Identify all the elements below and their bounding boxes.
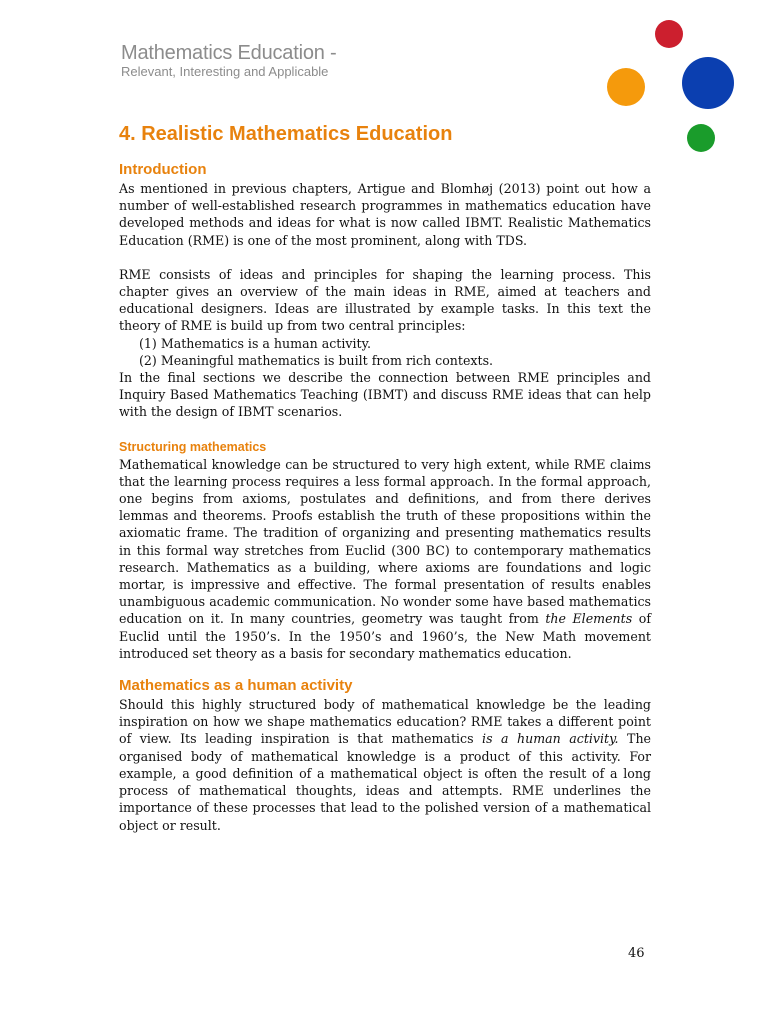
principle-list-item: (2) Meaningful mathematics is built from rich contexts. xyxy=(139,352,494,368)
human-activity-italic: is a human activity. xyxy=(482,731,619,747)
decorative-green-circle xyxy=(687,124,715,152)
structuring-italic: the Elements xyxy=(545,611,633,627)
header-title: Mathematics Education - xyxy=(121,42,337,64)
intro-paragraph-1: As mentioned in previous chapters, Artigue and Blomhøj (2013) point out how a number of well-established research programmes in mathematics education have developed methods and ideas for what is now called IBMT. Realistic Mathematics Education (RME) is one of the most prominent, along with TDS. xyxy=(119,181,651,248)
structuring-text-2: of Euclid until the 1950’s. In the 1950’s and 1960’s, the New Math movement introduced set theory as a basis for secondary mathematics education. xyxy=(119,611,651,661)
page-number: 46 xyxy=(628,946,645,961)
human-activity-text-2: The organised body of mathematical knowledge is a product of this activity. For example, a good definition of a mathematical object is often the result of a long process of mathematical thoughts, ideas and attempts. RME underlines the importance of these processes that lead to the polished version of a mathematical object or result. xyxy=(119,731,652,833)
decorative-orange-circle xyxy=(607,68,645,106)
chapter-title: 4. Realistic Mathematics Education xyxy=(119,123,453,145)
section-heading-structuring: Structuring mathematics xyxy=(119,439,267,454)
decorative-blue-circle xyxy=(682,57,734,109)
structuring-text-1: Mathematical knowledge can be structured to very high extent, while RME claims that the learning process requires a less formal approach. In the formal approach, one begins from axioms, postulates and definitions, and from there derives lemmas and theorems. Proofs establish the truth of these propositions within the axiomatic frame. The tradition of organizing and presenting mathematics results in this formal way stretches from Euclid (300 BC) to contemporary mathematics research. Mathematics as a building, where axioms are foundations and logic mortar, is impressive and effective. The formal presentation of results enables unambiguous academic communication. No wonder some have based mathematics education on it. In many countries, geometry was taught from xyxy=(119,456,651,627)
decorative-red-circle xyxy=(655,20,683,48)
human-activity-paragraph xyxy=(119,696,651,834)
section-heading-human-activity: Mathematics as a human activity xyxy=(119,677,353,695)
structuring-paragraph xyxy=(119,456,651,662)
human-activity-text-1: Should this highly structured body of mathematical knowledge be the leading inspiration on how we shape mathematics education? RME takes a different point of view. Its leading inspiration is that mathematics xyxy=(119,697,651,747)
section-heading-introduction: Introduction xyxy=(119,161,207,178)
header-subtitle: Relevant, Interesting and Applicable xyxy=(121,64,329,79)
intro-paragraph-3: In the final sections we describe the connection between RME principles and Inquiry Based Mathematics Teaching (IBMT) and discuss RME ideas that can help with the design of IBMT scenarios. xyxy=(119,370,651,420)
main-content xyxy=(119,120,651,834)
principle-list-item: (1) Mathematics is a human activity. xyxy=(139,335,372,351)
intro-paragraph-2: RME consists of ideas and principles for shaping the learning process. This chapter gives an overview of the main ideas in RME, aimed at teachers and educational designers. Ideas are illustrated by example tasks. In this text the theory of RME is build up from two central principles: xyxy=(119,266,651,334)
